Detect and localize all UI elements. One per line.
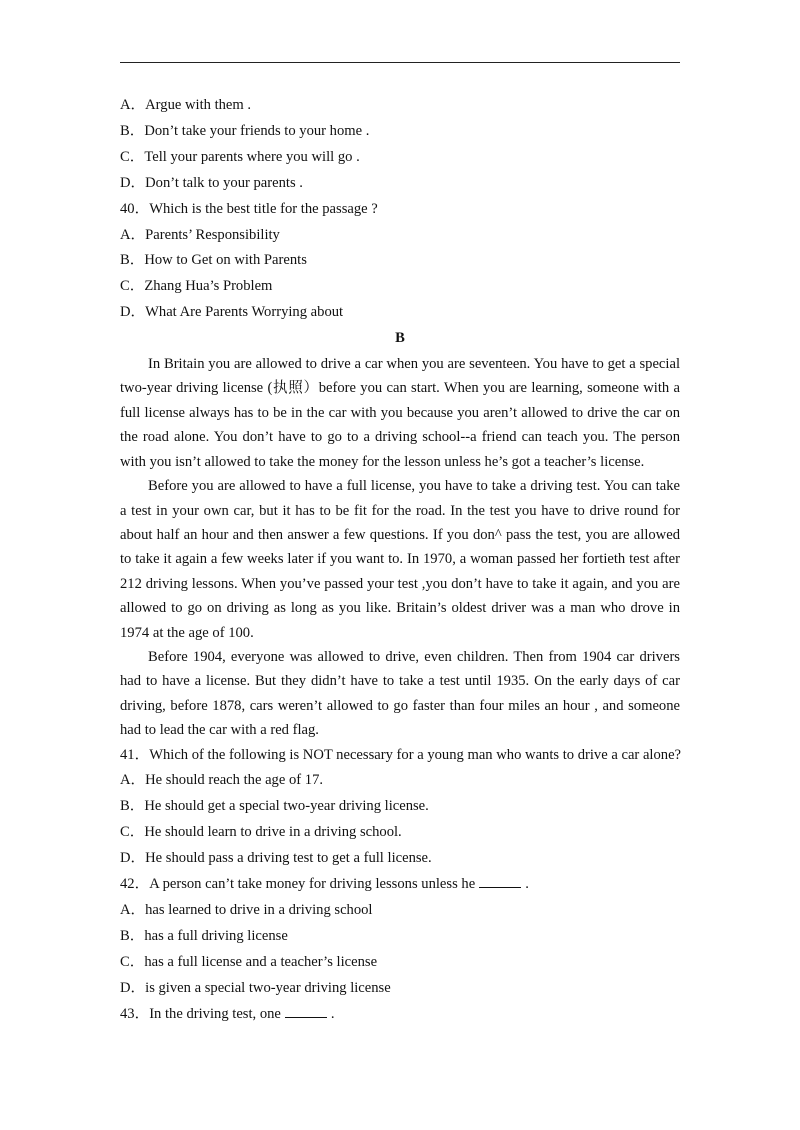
q40-option-c: C．Zhang Hua’s Problem xyxy=(120,278,273,295)
q42-end: . xyxy=(525,876,529,893)
q40-option-b: B．How to Get on with Parents xyxy=(120,252,307,269)
q41-option-d: D．He should pass a driving test to get a full license. xyxy=(120,850,432,867)
q42-option-c: C．has a full license and a teacher’s license xyxy=(120,953,378,970)
q42-question: 42．A person can’t take money for driving lessons unless he xyxy=(120,876,476,893)
header-rule xyxy=(120,62,680,63)
q43-question-line xyxy=(120,1002,680,1028)
page-content xyxy=(120,93,680,1028)
q43-answer-blank xyxy=(285,1003,327,1018)
q40-question: 40．Which is the best title for the passage ? xyxy=(120,200,378,217)
q39-option-c: C．Tell your parents where you will go . xyxy=(120,148,360,165)
q39-option-b: B．Don’t take your friends to your home . xyxy=(120,122,370,139)
q40-option-a: A．Parents’ Responsibility xyxy=(120,226,280,243)
q42-question-line xyxy=(120,872,680,898)
passage-paragraph-3: Before 1904, everyone was allowed to drive, even children. Then from 1904 car drivers had to have a license. But they didn’t have to take a test until 1935. On the early days of car driving, before 1878, cars weren’t allowed to go faster than four miles an hour , and someone had to lead the car with a red flag. xyxy=(120,648,680,739)
q41-option-a: A．He should reach the age of 17. xyxy=(120,772,324,789)
q41-question: 41．Which of the following is NOT necessary for a young man who wants to drive a car alone? xyxy=(120,746,682,763)
q41-option-b: B．He should get a special two-year driving license. xyxy=(120,798,429,815)
q39-option-a: A．Argue with them . xyxy=(120,97,252,113)
section-b-title: B xyxy=(395,330,405,347)
q40-option-d: D．What Are Parents Worrying about xyxy=(120,304,344,321)
q42-option-a: A．has learned to drive in a driving school xyxy=(120,902,373,918)
q43-question: 43．In the driving test, one xyxy=(120,1005,281,1022)
passage-paragraph-1: In Britain you are allowed to drive a car when you are seventeen. You have to get a special two-year driving license (执照）before you can start. When you are learning, someone with a full license always has to be in the car with you because you aren’t allowed to drive the car on the road alone. You don’t have to go to a driving school--a friend can teach you. The person with you isn’t allowed to take the money for the lesson unless he’s got a teacher’s license. xyxy=(120,356,680,470)
q42-option-b: B．has a full driving license xyxy=(120,927,288,944)
q43-end: . xyxy=(330,1005,335,1022)
passage-paragraph-2: Before you are allowed to have a full license, you have to take a driving test. You can take a test in your own car, but it has to be fit for the road. In the test you have to drive round for about half an hour and then answer a few questions. If you don^ pass the test, you are allowed to take it again a few weeks later if you want to. In 1970, a woman passed her fortieth test after 212 driving lessons. When you’ve passed your test ,you don’t have to take it again, and you are allowed to go on driving as long as you like. Britain’s oldest driver was a man who drove in 1974 at the age of 100. xyxy=(120,478,680,641)
q42-answer-blank xyxy=(479,873,521,888)
q41-option-c: C．He should learn to drive in a driving school. xyxy=(120,824,402,841)
q39-option-d: D．Don’t talk to your parents . xyxy=(120,174,303,191)
q42-option-d: D．is given a special two-year driving license xyxy=(120,979,391,996)
